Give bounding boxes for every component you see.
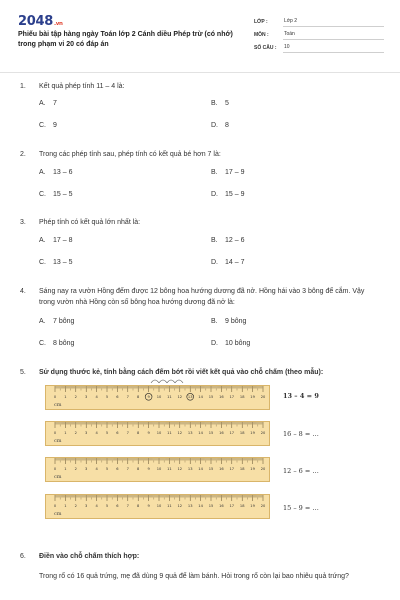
ruler [45,385,270,410]
ruler-tick-label: 5 [105,467,109,471]
ruler-tick-label: 3 [85,431,88,435]
ruler-tick-label: 19 [250,395,255,399]
option-letter: C. [39,340,46,347]
worksheet-meta [254,15,384,54]
ruler-tick-label: 15 [208,431,214,435]
ruler-tick-label: 20 [260,395,266,399]
option-letter: C. [39,259,46,266]
option-2a[interactable] [39,169,72,176]
option-text: 13 – 5 [53,259,73,266]
option-letter: A. [39,100,46,107]
option-4a[interactable] [39,318,74,325]
ruler-tick-label: 20 [260,504,266,508]
ruler-tick-label: 9 [147,504,150,508]
ruler-tick-label: 13 [187,467,193,471]
meta-value: 10 [283,44,384,53]
ruler-tick-label: 8 [137,504,140,508]
option-4c[interactable] [39,340,74,347]
option-1c[interactable] [39,122,57,129]
ruler-tick-label: 14 [198,395,203,399]
ruler-tick-label: 0 [53,431,57,435]
question-text: Trong các phép tính sau, phép tính có kết quả bé hơn 7 là: [39,151,221,158]
site-logo[interactable] [18,14,63,29]
ruler-tick-label: 1 [64,467,67,471]
ruler-tick-label: 11 [167,431,172,435]
ruler-tick-label: 7 [126,467,129,471]
ruler-answer-blank[interactable]: 12 – 6 = … [283,467,319,475]
ruler-tick-label: 7 [126,431,129,435]
ruler-scale [46,386,271,411]
ruler-tick-label: 6 [116,467,119,471]
ruler-tick-label: 4 [95,467,98,471]
ruler-tick-label: 20 [260,467,266,471]
ruler-tick-label: 4 [95,431,98,435]
meta-value: Lớp 2 [283,18,384,27]
option-3d[interactable] [211,259,244,266]
ruler-tick-label: 16 [219,431,224,435]
ruler-unit: cm [54,474,62,480]
ruler-scale [46,422,271,447]
ruler-tick-label: 13 [187,395,193,399]
option-text: 13 – 6 [53,169,73,176]
option-text: 9 [53,122,57,129]
option-text: 5 [225,100,229,107]
question-number: 4. [20,288,26,295]
logo-text: 2048 [18,14,53,29]
ruler [45,494,270,519]
option-letter: D. [211,191,218,198]
option-letter: A. [39,318,46,325]
ruler-tick-label: 9 [147,431,150,435]
ruler-tick-label: 4 [95,504,98,508]
ruler-tick-label: 9 [147,395,150,399]
ruler-tick-label: 12 [177,504,183,508]
question-number: 2. [20,151,26,158]
question-number: 1. [20,83,26,90]
ruler [45,457,270,482]
ruler-tick-label: 12 [177,395,183,399]
ruler-tick-label: 15 [208,395,214,399]
ruler-tick-label: 13 [187,431,193,435]
option-letter: A. [39,169,46,176]
question-3 [20,217,380,228]
option-letter: B. [211,169,218,176]
ruler-tick-label: 5 [105,504,109,508]
ruler-scale [46,458,271,483]
ruler-unit: cm [54,511,62,517]
meta-row-count [254,41,384,53]
ruler [45,421,270,446]
meta-label: SỐ CÂU : [254,45,277,51]
question-text: Điền vào chỗ chấm thích hợp: [39,553,140,560]
ruler-tick-label: 8 [137,467,140,471]
ruler-tick-label: 11 [167,395,172,399]
option-letter: C. [39,122,46,129]
option-text: 8 [225,122,229,129]
ruler-tick-label: 17 [229,431,235,435]
question-6-body [39,571,384,582]
meta-row-subject [254,28,384,40]
option-text: 14 – 7 [225,259,245,266]
question-number: 6. [20,553,26,560]
question-number: 5. [20,369,26,376]
option-3a[interactable] [39,237,72,244]
meta-value: Toán [283,31,384,40]
ruler-tick-label: 5 [105,395,109,399]
ruler-tick-label: 12 [177,431,183,435]
question-1 [20,81,380,92]
ruler-tick-label: 18 [239,467,245,471]
option-1b[interactable] [211,100,229,107]
ruler-tick-label: 2 [74,395,77,399]
ruler-tick-label: 7 [126,504,129,508]
ruler-tick-label: 18 [239,395,245,399]
ruler-tick-label: 2 [74,431,77,435]
option-text: 8 bông [53,340,75,347]
ruler-tick-label: 18 [239,431,245,435]
option-text: 12 – 6 [225,237,245,244]
option-letter: C. [39,191,46,198]
question-text: Kết quả phép tính 11 – 4 là: [39,83,125,90]
meta-row-class [254,15,384,27]
ruler-tick-label: 19 [250,504,255,508]
ruler-tick-label: 1 [64,395,67,399]
ruler-tick-label: 17 [229,504,235,508]
ruler-tick-label: 19 [250,431,255,435]
option-1a[interactable] [39,100,57,107]
ruler-tick-label: 1 [64,431,67,435]
worksheet-title: Phiếu bài tập hàng ngày Toán lớp 2 Cánh diều Phép trừ (có nhớ) trong phạm vi 20 có đáp án [18,31,233,48]
ruler-answer-blank[interactable]: 15 – 9 = … [283,504,319,512]
ruler-tick-label: 10 [156,395,162,399]
meta-label: MÔN : [254,32,269,38]
option-letter: D. [211,259,218,266]
option-text: 17 – 9 [225,169,245,176]
ruler-tick-label: 15 [208,467,214,471]
ruler-tick-label: 9 [147,467,150,471]
option-letter: D. [211,122,218,129]
question-6 [20,551,380,562]
ruler-tick-label: 18 [239,504,245,508]
option-letter: B. [211,100,218,107]
option-1d[interactable] [211,122,229,129]
question-4 [20,286,380,308]
option-text: 10 bông [225,340,251,347]
ruler-tick-label: 16 [219,504,224,508]
ruler-tick-label: 2 [74,504,77,508]
ruler-tick-label: 11 [167,467,172,471]
option-4b[interactable] [211,318,246,325]
ruler-tick-label: 17 [229,467,235,471]
ruler-tick-label: 6 [116,395,119,399]
ruler-tick-label: 6 [116,504,119,508]
option-text: 15 – 5 [53,191,73,198]
ruler-tick-label: 10 [156,504,162,508]
ruler-tick-label: 11 [167,504,172,508]
ruler-tick-label: 4 [95,395,98,399]
ruler-tick-label: 12 [177,467,183,471]
option-letter: D. [211,340,218,347]
ruler-answer-blank[interactable]: 16 – 8 = … [283,430,319,438]
counting-arcs [145,376,195,384]
option-letter: B. [211,318,218,325]
option-text: 7 [53,100,57,107]
ruler-tick-label: 19 [250,467,255,471]
question-number: 3. [20,219,26,226]
question-2 [20,149,380,160]
option-2c[interactable] [39,191,72,198]
question-text: Sáng nay ra vườn Hồng đếm được 12 bông hoa hướng dương đã nở. Hồng hái vào 3 bông để cắm. Vậy trong vườn nhà Hồng còn số bông hoa hướng dương đã nở là: [39,288,365,306]
option-3b[interactable] [211,237,244,244]
question-text: Phép tính có kết quả lớn nhất là: [39,219,141,226]
ruler-tick-label: 20 [260,431,266,435]
option-text: 9 bông [225,318,247,325]
ruler-tick-label: 14 [198,467,203,471]
ruler-tick-label: 1 [64,504,67,508]
ruler-tick-label: 8 [137,395,140,399]
ruler-unit: cm [54,402,62,408]
ruler-tick-label: 14 [198,431,203,435]
option-2b[interactable] [211,169,244,176]
question-5 [20,367,380,378]
ruler-tick-label: 3 [85,467,88,471]
ruler-tick-label: 3 [85,504,88,508]
ruler-tick-label: 6 [116,431,119,435]
ruler-answer-example: 13 – 4 = 9 [283,392,319,400]
ruler-tick-label: 3 [85,395,88,399]
ruler-tick-label: 10 [156,467,162,471]
ruler-tick-label: 0 [53,395,57,399]
meta-label: LỚP : [254,19,268,25]
ruler-tick-label: 7 [126,395,129,399]
ruler-tick-label: 8 [137,431,140,435]
option-letter: A. [39,237,46,244]
ruler-tick-label: 16 [219,467,224,471]
question-text: Sử dụng thước kẻ, tính bằng cách đếm bớt rồi viết kết quả vào chỗ chấm (theo mẫu): [39,369,324,376]
option-text: 7 bông [53,318,75,325]
option-3c[interactable] [39,259,72,266]
logo-domain: .vn [53,21,63,27]
ruler-tick-label: 0 [53,504,57,508]
ruler-tick-label: 14 [198,504,203,508]
ruler-tick-label: 5 [105,431,109,435]
question-text: Trong rổ có 16 quả trứng, mẹ đã dùng 9 quả để làm bánh. Hỏi trong rổ còn lại bao nhiêu quả trứng? [39,573,349,580]
option-letter: B. [211,237,218,244]
header-divider [0,72,400,73]
ruler-tick-label: 10 [156,431,162,435]
ruler-tick-label: 2 [74,467,77,471]
option-4d[interactable] [211,340,250,347]
option-text: 17 – 8 [53,237,73,244]
ruler-scale [46,495,271,520]
ruler-tick-label: 17 [229,395,235,399]
ruler-tick-label: 15 [208,504,214,508]
ruler-tick-label: 16 [219,395,224,399]
ruler-unit: cm [54,438,62,444]
option-text: 15 – 9 [225,191,245,198]
ruler-tick-label: 13 [187,504,193,508]
ruler-tick-label: 0 [53,467,57,471]
option-2d[interactable] [211,191,244,198]
